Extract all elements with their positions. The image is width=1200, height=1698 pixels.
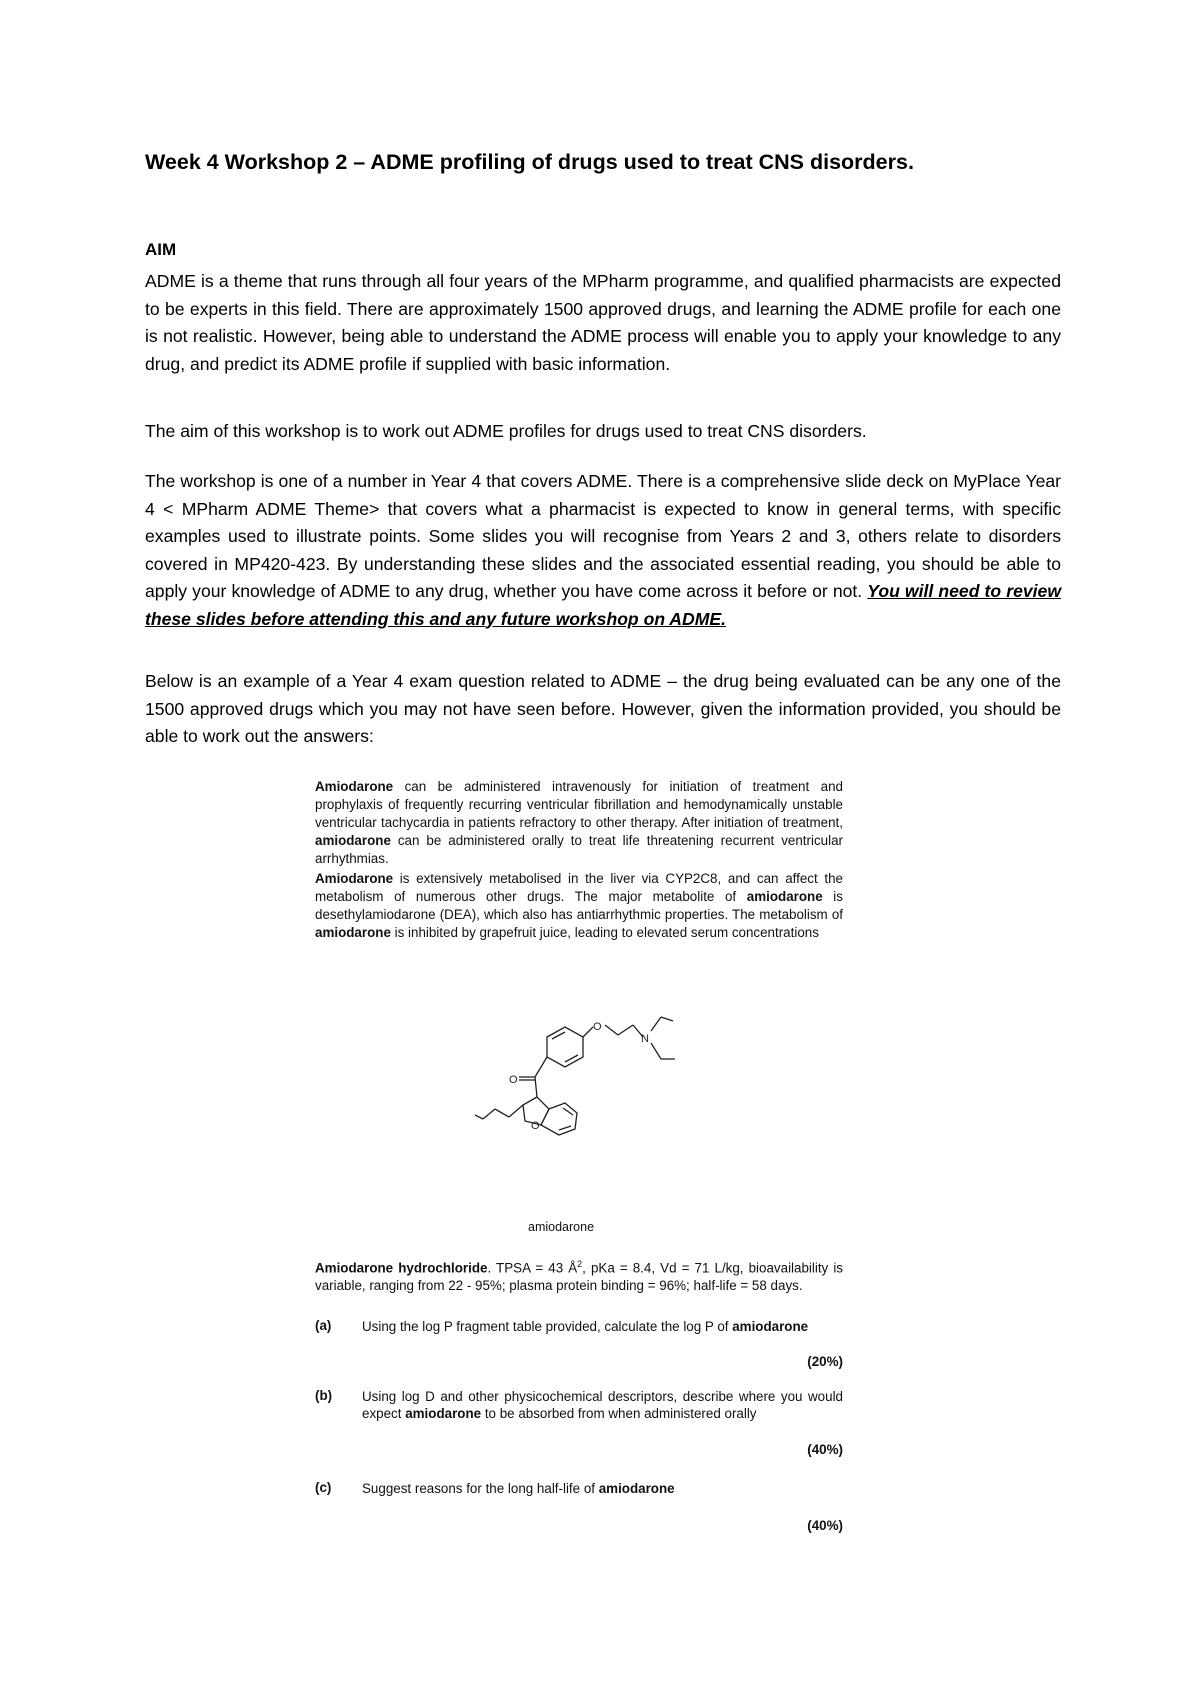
page-title: Week 4 Workshop 2 – ADME profiling of drugs used to treat CNS disorders. [145,150,914,174]
butyl-bond [483,1109,495,1119]
phenyl-ring [547,1027,583,1067]
chain-bond [618,1025,633,1035]
exam-metabolism-paragraph [315,870,843,942]
part-a-letter: (a) [315,1318,332,1333]
exam-metabolism-text: is inhibited by grapefruit juice, leading to elevated serum concentrations [390,925,819,940]
nitrogen-label: N [641,1033,649,1045]
butyl-bond [509,1105,523,1117]
amiodarone-structure [475,1005,695,1215]
drug-name: amiodarone [405,1406,482,1421]
part-b-text [362,1388,843,1422]
question-text: Suggest reasons for the long half-life of [362,1481,599,1496]
butyl-bond [495,1109,509,1117]
part-a-text [362,1318,843,1335]
aromatic-bond [559,1126,571,1130]
exam-metabolism-text: is extensively metabolised in the liver via CYP2C8, and can affect the metabolism of numerous other drugs. The major metabolite of [315,871,843,904]
properties-text: , pKa = 8.4, Vd = 71 L/kg, bioavailability is variable, ranging from 22 - 95%; plasma protein binding = 96%; half-life = 58 days. [315,1260,843,1294]
paragraph-example: Below is an example of a Year 4 exam question related to ADME – the drug being evaluated can be any one of the 1500 approved drugs which you may not have seen before. However, given the information provided, you should be able to work out the answers: [145,671,1061,746]
benzo-ring [541,1103,577,1135]
aim-heading: AIM [145,240,177,259]
paragraph-intro: ADME is a theme that runs through all four years of the MPharm programme, and qualified pharmacists are expected to be experts in this field. There are approximately 1500 approved drugs, and learning the ADME profile for each one is not realistic. However, being able to understand the ADME process will enable you to apply your knowledge to any drug, and predict its ADME profile if supplied with basic information. [145,271,1061,374]
part-a-mark: (20%) [807,1354,843,1369]
paragraph-workshop-text: The workshop is one of a number in Year 4 that covers ADME. There is a comprehensive slide deck on MyPlace Year 4 < MPharm ADME Theme> that covers what a pharmacist is expected to know in general terms, with specific examples used to illustrate points. Some slides you will recognise from Years 2 and 3, others relate to disorders covered in MP420-423. By understanding these slides and the associated essential reading, you should be able to apply your knowledge of ADME to any drug, whether you have come across it before or not. [145,471,1061,601]
ethyl-bond [651,1043,661,1059]
drug-name: amiodarone [598,1481,675,1496]
structure-label: amiodarone [528,1220,595,1234]
oxygen-label: O [531,1120,540,1132]
review-slides-emphasis: You will need to review these slides before attending this and any future workshop on ADME. [145,581,1061,629]
carbonyl-bond [535,1057,547,1077]
exam-intro-text: can be administered orally to treat life threatening recurrent ventricular arrhythmias. [315,833,843,866]
ethyl-bond [651,1017,661,1031]
superscript: 2 [577,1259,583,1269]
drug-properties [315,1255,843,1295]
drug-name: amiodarone [315,925,391,940]
exam-intro-paragraph [315,778,843,868]
drug-name: amiodarone [746,889,823,904]
part-c-mark: (40%) [807,1518,843,1533]
chain-bond [605,1025,618,1035]
paragraph-aim: The aim of this workshop is to work out ADME profiles for drugs used to treat CNS disorders. [145,421,867,441]
drug-name: amiodarone [732,1319,809,1334]
part-c-text [362,1480,843,1497]
part-b-letter: (b) [315,1388,333,1403]
properties-text: . TPSA = 43 Å [487,1260,578,1276]
exam-intro-text: can be administered intravenously for initiation of treatment and prophylaxis of frequently recurring ventricular fibrillation and hemodynamically unstable ventricular tachycardia in patients refractory to other therapy. After initiation of treatment, [315,779,843,830]
drug-salt-name: Amiodarone hydrochloride [315,1260,488,1276]
question-text: Using the log P fragment table provided, calculate the log P of [362,1319,733,1334]
part-b-mark: (40%) [807,1442,843,1457]
part-c-letter: (c) [315,1480,332,1495]
drug-name: amiodarone [315,833,391,848]
drug-name: Amiodarone [315,871,394,886]
ethyl-bond [661,1017,673,1021]
butyl-bond [475,1113,483,1119]
question-text: Using log D and other physicochemical descriptors, describe where you would expect [362,1389,843,1421]
drug-name: Amiodarone [315,779,394,794]
ether-bond [583,1027,593,1037]
oxygen-label: O [509,1074,518,1086]
exam-metabolism-text: is desethylamiodarone (DEA), which also has antiarrhythmic properties. The metabolism of [315,889,843,922]
paragraph-workshop [145,468,1061,633]
carbonyl-bond [535,1077,537,1097]
question-text: to be absorbed from when administered orally [481,1406,757,1421]
oxygen-label: O [593,1021,602,1033]
